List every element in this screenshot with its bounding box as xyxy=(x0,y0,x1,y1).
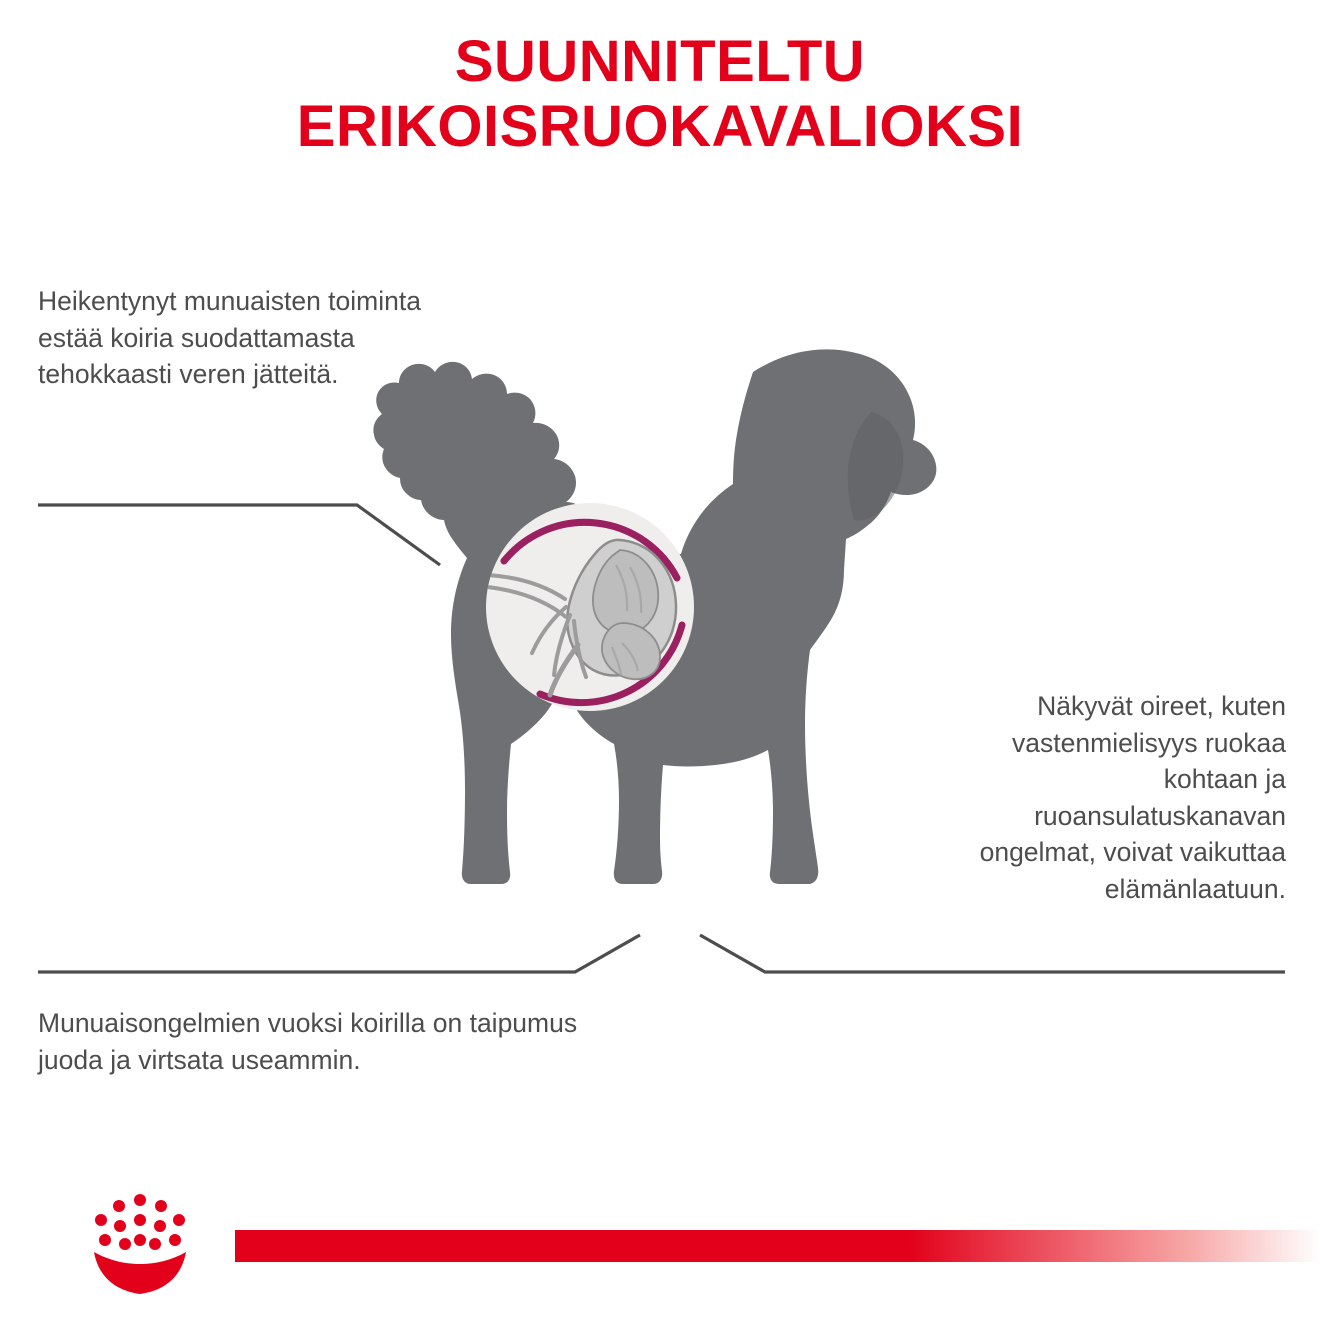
brand-bar xyxy=(235,1230,1320,1262)
kidney-diagram xyxy=(470,495,710,730)
callout-drinking-urination: Munuaisongelmien vuoksi koirilla on taipumus juoda ja virtsata useammin. xyxy=(38,1008,578,1075)
page-title-line-1: SUUNNITELTU xyxy=(454,29,866,94)
callout-visible-symptoms: Näkyvät oireet, kuten vastenmielisyys ruokaa kohtaan ja ruoansulatuskanavan ongelmat, voivat vaikuttaa elämänlaatuun. xyxy=(979,691,1286,904)
page-title-line-2: ERIKOISRUOKAVALIOKSI xyxy=(296,93,1024,159)
royal-canin-crown-logo xyxy=(80,1190,200,1302)
footer xyxy=(0,1172,1320,1320)
page-title xyxy=(0,30,1320,160)
callout-kidney-function: Heikentynyt munuaisten toiminta estää koiria suodattamasta tehokkaasti veren jätteitä. xyxy=(38,286,421,390)
